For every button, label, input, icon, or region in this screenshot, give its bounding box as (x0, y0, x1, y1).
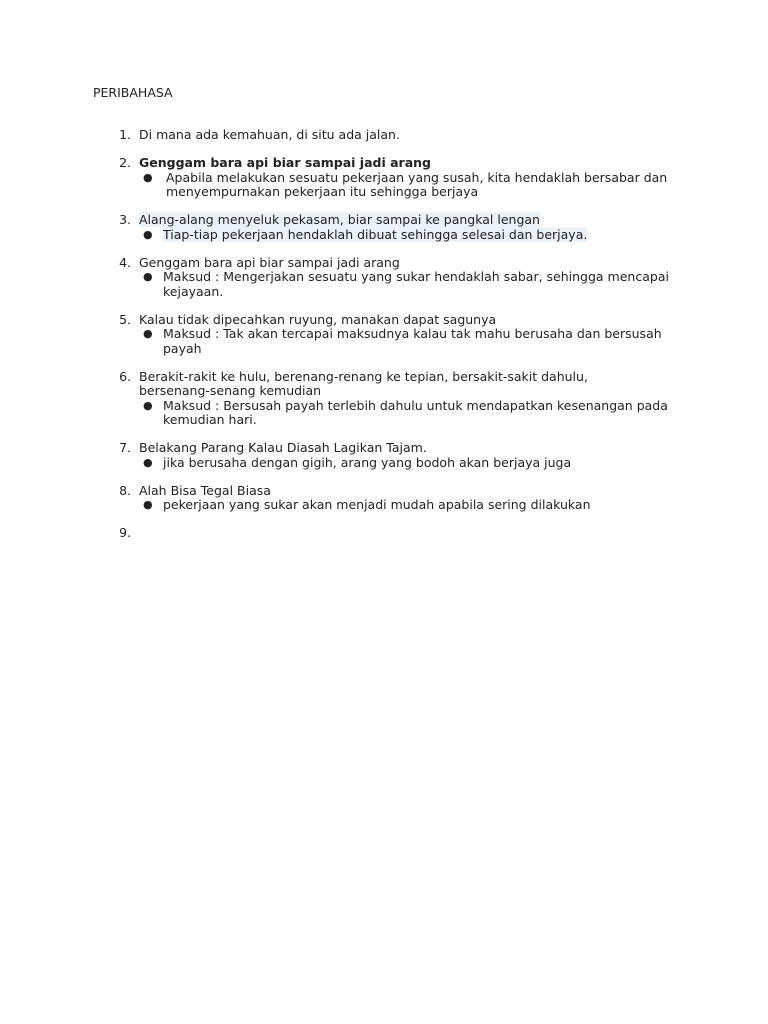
note-text: jika berusaha dengan gigih, arang yang bodoh akan berjaya juga (163, 454, 572, 470)
bullet-icon: ● (143, 498, 153, 511)
proverb-text: Di mana ada kemahuan, di situ ada jalan. (139, 127, 400, 142)
bullet-icon: ● (143, 270, 153, 283)
item-number: 3. (119, 212, 131, 227)
proverb-text: Berakit-rakit ke hulu, berenang-renang ke tepian, bersakit-sakit dahulu, bersenang-senang kemudian (139, 368, 588, 398)
note-list (139, 327, 693, 356)
note-item (139, 498, 693, 513)
note-text: Maksud : Mengerjakan sesuatu yang sukar hendaklah sabar, sehingga mencapai kejayaan. (163, 269, 669, 299)
proverb-text (139, 526, 693, 541)
list-item (93, 526, 693, 541)
item-number: 9. (119, 525, 131, 540)
note-text: Maksud : Tak akan tercapai maksudnya kalau tak mahu berusaha dan bersusah payah (163, 326, 662, 356)
note-text: Tiap-tiap pekerjaan hendaklah dibuat sehingga selesai dan berjaya. (163, 226, 588, 242)
list-item (93, 156, 693, 200)
note-list (139, 456, 693, 471)
note-text: pekerjaan yang sukar akan menjadi mudah apabila sering dilakukan (163, 497, 591, 512)
proverb-text: Genggam bara api biar sampai jadi arang (139, 155, 431, 170)
note-item (139, 399, 693, 428)
list-item (93, 213, 693, 242)
bullet-icon: ● (143, 327, 153, 340)
proverb-text: Genggam bara api biar sampai jadi arang (139, 254, 400, 270)
page-title: PERIBAHASA (93, 85, 173, 100)
list-item (93, 128, 693, 143)
item-number: 1. (119, 127, 131, 142)
list-item (93, 484, 693, 513)
proverb-text: Alah Bisa Tegal Biasa (139, 482, 271, 498)
bullet-icon: ● (143, 398, 153, 412)
note-item (139, 171, 693, 200)
proverb-text: Alang-alang menyeluk pekasam, biar sampai ke pangkal lengan (139, 212, 540, 227)
proverb-text: Kalau tidak dipecahkan ruyung, manakan dapat sagunya (139, 311, 497, 327)
bullet-icon: ● (143, 455, 153, 469)
note-item (139, 327, 693, 356)
note-list (139, 498, 693, 513)
note-list (139, 399, 693, 428)
item-number: 2. (119, 155, 131, 170)
item-number: 7. (119, 440, 131, 455)
bullet-icon: ● (143, 227, 153, 241)
note-text: Maksud : Bersusah payah terlebih dahulu untuk mendapatkan kesenangan pada kemudian hari. (163, 397, 668, 427)
item-number: 8. (119, 482, 131, 498)
proverb-list (93, 128, 693, 554)
note-item (139, 456, 693, 471)
item-number: 4. (119, 254, 131, 270)
note-list (139, 171, 693, 200)
list-item (93, 370, 693, 428)
item-number: 6. (119, 368, 131, 384)
list-item (93, 256, 693, 300)
list-item (93, 441, 693, 470)
note-item (139, 228, 693, 243)
note-list (139, 228, 693, 243)
note-text: Apabila melakukan sesuatu pekerjaan yang susah, kita hendaklah bersabar dan menyempurnakan pekerjaan itu sehingga berjaya (166, 169, 668, 199)
note-item (139, 270, 693, 299)
proverb-text: Belakang Parang Kalau Diasah Lagikan Tajam. (139, 440, 427, 455)
note-list (139, 270, 693, 299)
list-item (93, 313, 693, 357)
item-number: 5. (119, 311, 131, 327)
bullet-icon: ● (143, 170, 153, 184)
